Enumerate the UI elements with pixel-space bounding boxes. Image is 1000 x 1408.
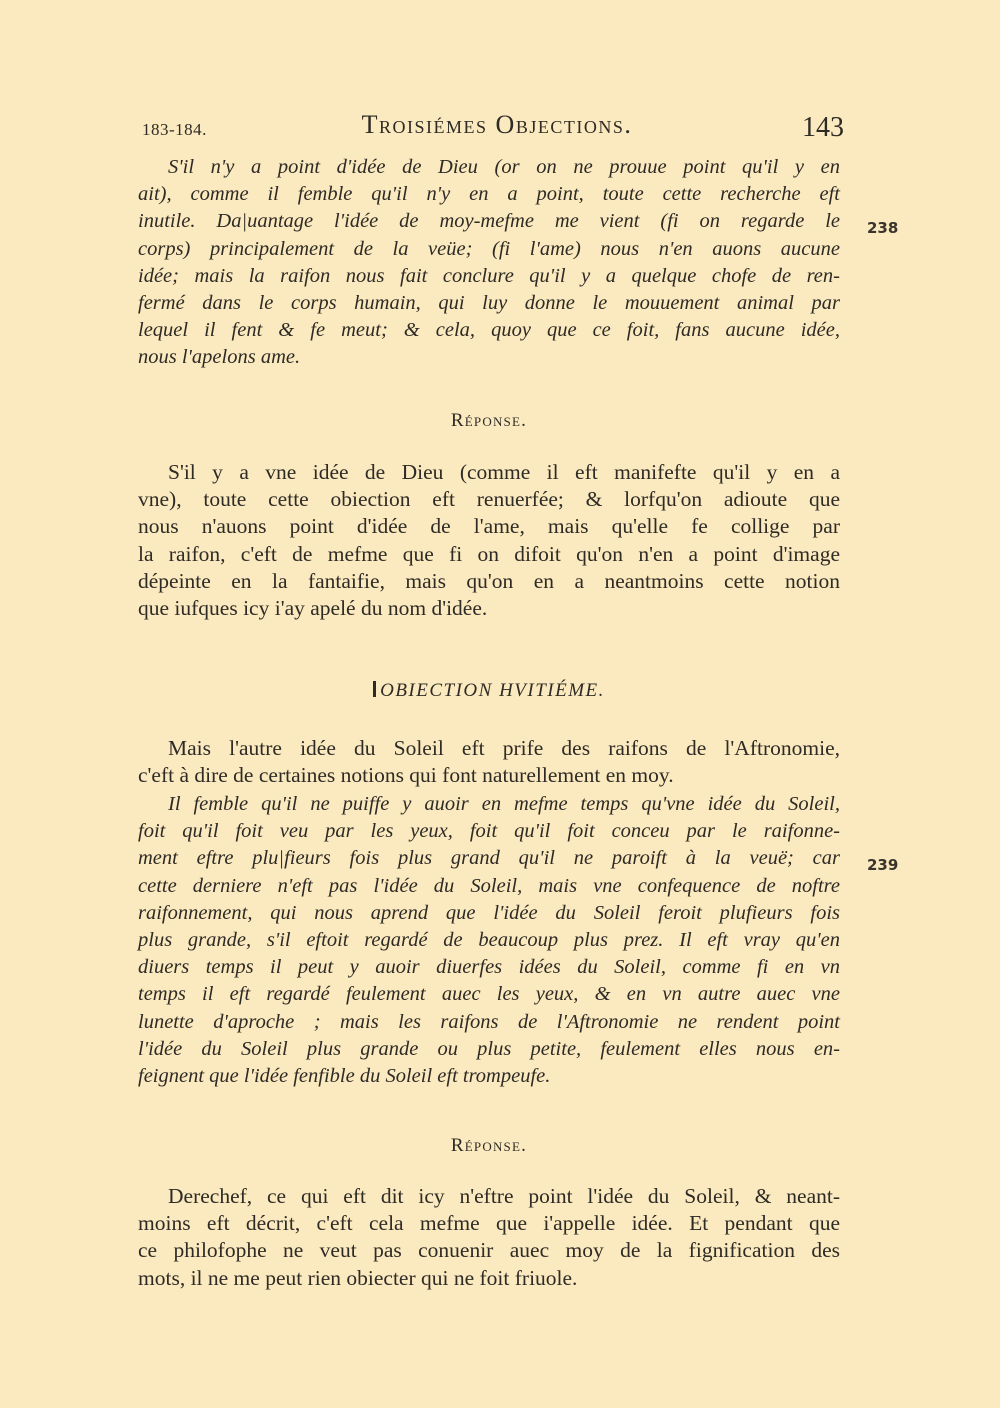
margin-bar-mark bbox=[373, 681, 376, 697]
running-title: Troisiémes Objections. bbox=[361, 110, 633, 139]
text-line: ce philofophe ne veut pas conuenir auec moy de la fignification des bbox=[138, 1238, 840, 1263]
objection-eight-text bbox=[138, 791, 840, 1090]
text-line: Il femble qu'il ne puiffe y auoir en mefme temps qu'vne idée du Soleil, bbox=[168, 793, 840, 815]
text-line: S'il n'y a point d'idée de Dieu (or on ne prouue point qu'il y en bbox=[168, 156, 840, 178]
section-range: 183-184. bbox=[142, 120, 207, 139]
objection-eight-quote bbox=[138, 735, 840, 789]
text-line: la raifon, c'eft de mefme que fi on difoit qu'on n'en a point d'image bbox=[138, 541, 840, 566]
text-line: l'idée du Soleil plus grande ou plus petite, feulement elles nous en- bbox=[138, 1037, 840, 1060]
text-line: idée; mais la raifon nous fait conclure qu'il y a quelque chofe de ren- bbox=[138, 264, 840, 287]
text-line: ment eftre plu|fieurs fois plus grand qu'il ne paroift à la veuë; car bbox=[138, 847, 840, 870]
text-line: que iufques icy i'ay apelé du nom d'idée. bbox=[138, 595, 488, 620]
objection-eight-heading bbox=[138, 680, 840, 702]
text-line: Mais l'autre idée du Soleil eft prife des raifons de l'Aftronomie, bbox=[168, 736, 840, 760]
text-line: nous n'auons point d'idée de l'ame, mais qu'elle fe collige par bbox=[138, 514, 840, 539]
text-line: nous l'apelons ame. bbox=[138, 346, 301, 369]
objection-eight-title: OBIECTION HVITIÉME. bbox=[380, 680, 605, 701]
text-line: S'il y a vne idée de Dieu (comme il eft manifefte qu'il y en a bbox=[168, 460, 840, 484]
text-line: feignent que l'idée fenfible du Soleil eft trompeufe. bbox=[138, 1064, 551, 1087]
text-line: c'eft à dire de certaines notions qui font naturellement en moy. bbox=[138, 763, 674, 788]
text-line: ait), comme il femble qu'il n'y en a point, toute cette recherche eft bbox=[138, 183, 840, 206]
reponse-two-text bbox=[138, 1183, 840, 1292]
text-line: vne), toute cette obiection eft renuerfée; & lorfqu'on adioute que bbox=[138, 487, 840, 512]
reponse-one-text bbox=[138, 459, 840, 622]
reponse-heading: Réponse. bbox=[450, 410, 528, 431]
text-line: lequel il fent & fe meut; & cela, quoy que ce foit, fans aucune idée, bbox=[138, 319, 840, 342]
reponse-heading: Réponse. bbox=[450, 1135, 528, 1156]
text-line: temps il eft regardé feulement auec les yeux, & en vn autre auec vne bbox=[138, 983, 840, 1006]
text-line: plus grande, s'il eftoit regardé de beaucoup plus prez. Il eft vray qu'en bbox=[138, 928, 840, 951]
text-line: inutile. Da|uantage l'idée de moy-mefme me vient (fi on regarde le bbox=[138, 210, 840, 233]
margin-reference-number: 238 bbox=[867, 219, 899, 237]
running-head bbox=[142, 106, 852, 146]
text-line: fermé dans le corps humain, qui luy donne le mouuement animal par bbox=[138, 291, 840, 314]
text-line: diuers temps il peut y auoir diuerfes idées du Soleil, comme fi en vn bbox=[138, 956, 840, 979]
margin-reference-number: 239 bbox=[867, 856, 899, 874]
text-line: foit qu'il foit veu par les yeux, foit qu'il foit conceu par le raifonne- bbox=[138, 820, 840, 843]
page-number: 143 bbox=[802, 112, 844, 143]
objection-seven-conclusion bbox=[138, 154, 840, 372]
text-line: corps) principalement de la veüe; (fi l'ame) nous n'en auons aucune bbox=[138, 237, 840, 260]
text-line: lunette d'aproche ; mais les raifons de l'Aftronomie ne rendent point bbox=[138, 1010, 840, 1033]
text-line: Derechef, ce qui eft dit icy n'eftre point l'idée du Soleil, & neant- bbox=[168, 1184, 840, 1208]
text-line: dépeinte en la fantaifie, mais qu'on en a neantmoins cette notion bbox=[138, 568, 840, 593]
text-line: moins eft décrit, c'eft cela mefme que i'appelle idée. Et pendant que bbox=[138, 1211, 840, 1236]
text-line: raifonnement, qui nous aprend que l'idée du Soleil feroit plufieurs fois bbox=[138, 901, 840, 924]
text-line: mots, il ne me peut rien obiecter qui ne foit friuole. bbox=[138, 1265, 578, 1290]
text-line: cette derniere n'eft pas l'idée du Soleil, mais vne confequence de noftre bbox=[138, 874, 840, 897]
